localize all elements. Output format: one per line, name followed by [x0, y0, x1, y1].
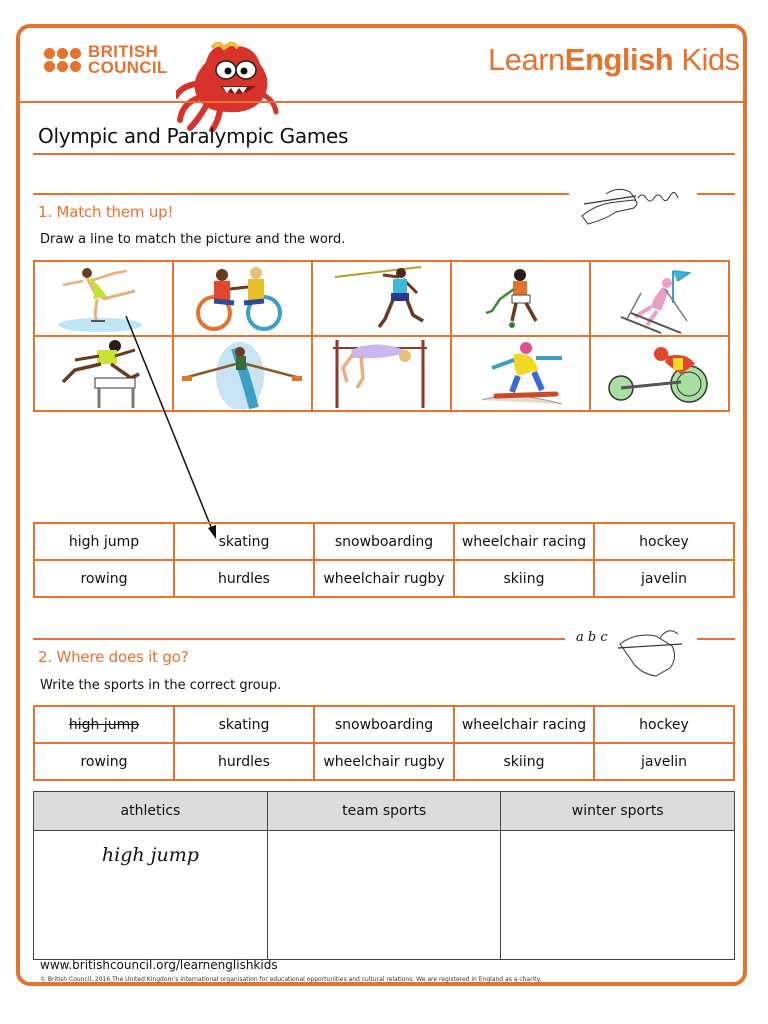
word-cell: high jump [34, 523, 174, 560]
brand-english: English [564, 42, 674, 77]
word-cell: skating [174, 523, 314, 560]
hockey-picture[interactable] [451, 261, 590, 336]
word-cell: javelin [594, 743, 734, 780]
header-divider [20, 101, 747, 103]
word-cell: snowboarding [314, 706, 454, 743]
section1-rule-right [697, 193, 735, 195]
section2-rule-left [33, 638, 565, 640]
word-cell: wheelchair rugby [314, 743, 454, 780]
org-name-line1: BRITISH [88, 42, 159, 61]
word-grid-1 [33, 522, 735, 598]
winter-sports-answer-cell[interactable] [501, 831, 735, 960]
word-cell: javelin [594, 560, 734, 597]
word-cell: wheelchair racing [454, 523, 594, 560]
word-cell: wheelchair rugby [314, 560, 454, 597]
brand-learn: Learn [488, 42, 565, 77]
group-header-team-sports: team sports [267, 792, 501, 831]
word-cell: wheelchair racing [454, 706, 594, 743]
section2-rule-right [697, 638, 735, 640]
group-table [33, 791, 735, 960]
word-cell: snowboarding [314, 523, 454, 560]
writing-hand-icon [616, 624, 686, 680]
group-header-winter-sports: winter sports [501, 792, 735, 831]
handwritten-answer: high jump [101, 844, 199, 866]
skiing-picture[interactable] [590, 261, 729, 336]
title-underline [33, 153, 735, 155]
word-cell: hurdles [174, 743, 314, 780]
section2-heading: 2. Where does it go? [38, 648, 189, 666]
javelin-picture[interactable] [312, 261, 451, 336]
word-cell: hockey [594, 523, 734, 560]
writing-hand-icon [576, 180, 686, 230]
word-cell: skating [174, 706, 314, 743]
high-jump-picture[interactable] [312, 336, 451, 411]
group-header-athletics: athletics [34, 792, 268, 831]
match-arrow [120, 310, 230, 545]
word-cell: hurdles [174, 560, 314, 597]
wheelchair-racing-picture[interactable] [590, 336, 729, 411]
footer-copyright: © British Council, 2016 The United Kingdom’s international organisation for educational opportunities and cultural relations. We are registered in England as a charity. [40, 976, 542, 983]
logo-dots-icon [44, 48, 81, 72]
word-grid-2 [33, 705, 735, 781]
monster-mascot-icon [176, 42, 280, 132]
abc-text: a b c [576, 630, 608, 645]
section2-instruction: Write the sports in the correct group. [40, 678, 282, 693]
word-cell: skiing [454, 560, 594, 597]
footer-url[interactable]: www.britishcouncil.org/learnenglishkids [40, 958, 278, 972]
section1-rule-left [33, 193, 569, 195]
section1-instruction: Draw a line to match the picture and the word. [40, 232, 346, 247]
word-cell: rowing [34, 743, 174, 780]
word-cell [34, 706, 174, 743]
org-name-line2: COUNCIL [88, 58, 168, 77]
crossed-word: high jump [68, 716, 140, 733]
learnenglish-kids-logo [488, 42, 740, 78]
snowboarding-picture[interactable] [451, 336, 590, 411]
athletics-answer-cell[interactable] [34, 831, 268, 960]
british-council-logo [44, 44, 168, 76]
word-cell: hockey [594, 706, 734, 743]
brand-kids: Kids [673, 42, 740, 77]
word-cell: skiing [454, 743, 594, 780]
page-title: Olympic and Paralympic Games [38, 124, 349, 148]
word-cell: rowing [34, 560, 174, 597]
team-sports-answer-cell[interactable] [267, 831, 501, 960]
section1-heading: 1. Match them up! [38, 203, 174, 221]
